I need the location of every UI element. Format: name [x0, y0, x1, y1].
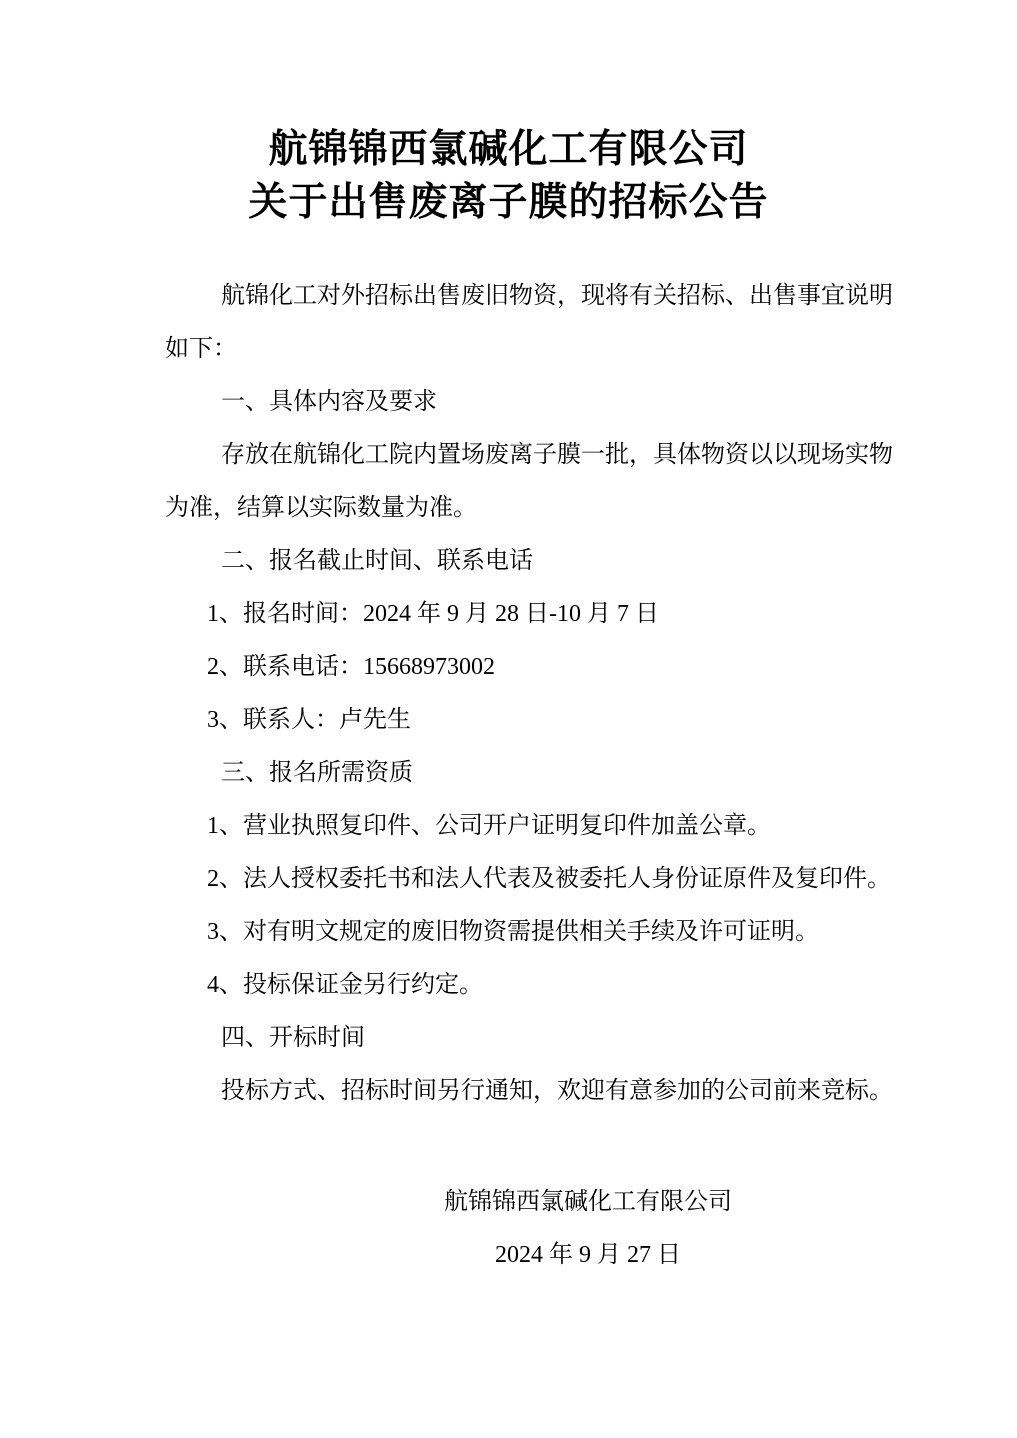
closing-paragraph: 投标方式、招标时间另行通知，欢迎有意参加的公司前来竞标。 [221, 1078, 893, 1104]
item-qualification-1: 1、营业执照复印件、公司开户证明复印件加盖公章。 [207, 813, 771, 839]
item-contact-person: 3、联系人：卢先生 [207, 707, 411, 733]
signature-date: 2024 年 9 月 27 日 [495, 1242, 681, 1268]
item-qualification-2: 2、法人授权委托书和法人代表及被委托人身份证原件及复印件。 [207, 866, 891, 892]
section-2-heading: 二、报名截止时间、联系电话 [221, 548, 533, 574]
item-qualification-3: 3、对有明文规定的废旧物资需提供相关手续及许可证明。 [207, 919, 819, 945]
signature-company: 航锦锦西氯碱化工有限公司 [444, 1189, 732, 1215]
section-1-content-line-2: 为准，结算以实际数量为准。 [165, 495, 477, 521]
section-4-heading: 四、开标时间 [221, 1025, 365, 1051]
title-line-1: 航锦锦西氯碱化工有限公司 [268, 128, 749, 171]
intro-line-1: 航锦化工对外招标出售废旧物资，现将有关招标、出售事宜说明 [221, 283, 893, 309]
item-signup-time: 1、报名时间：2024 年 9 月 28 日-10 月 7 日 [207, 601, 659, 627]
item-qualification-4: 4、投标保证金另行约定。 [207, 972, 483, 998]
title-line-2: 关于出售废离子膜的招标公告 [248, 181, 769, 224]
section-1-heading: 一、具体内容及要求 [221, 389, 437, 415]
document-body [165, 270, 905, 1118]
section-3-heading: 三、报名所需资质 [221, 760, 413, 786]
item-contact-phone: 2、联系电话：15668973002 [207, 654, 495, 680]
document-title [0, 123, 1017, 229]
signature-block [165, 1176, 1011, 1282]
intro-line-2: 如下： [165, 336, 237, 362]
section-1-content-line-1: 存放在航锦化工院内置场废离子膜一批，具体物资以以现场实物 [221, 442, 893, 468]
